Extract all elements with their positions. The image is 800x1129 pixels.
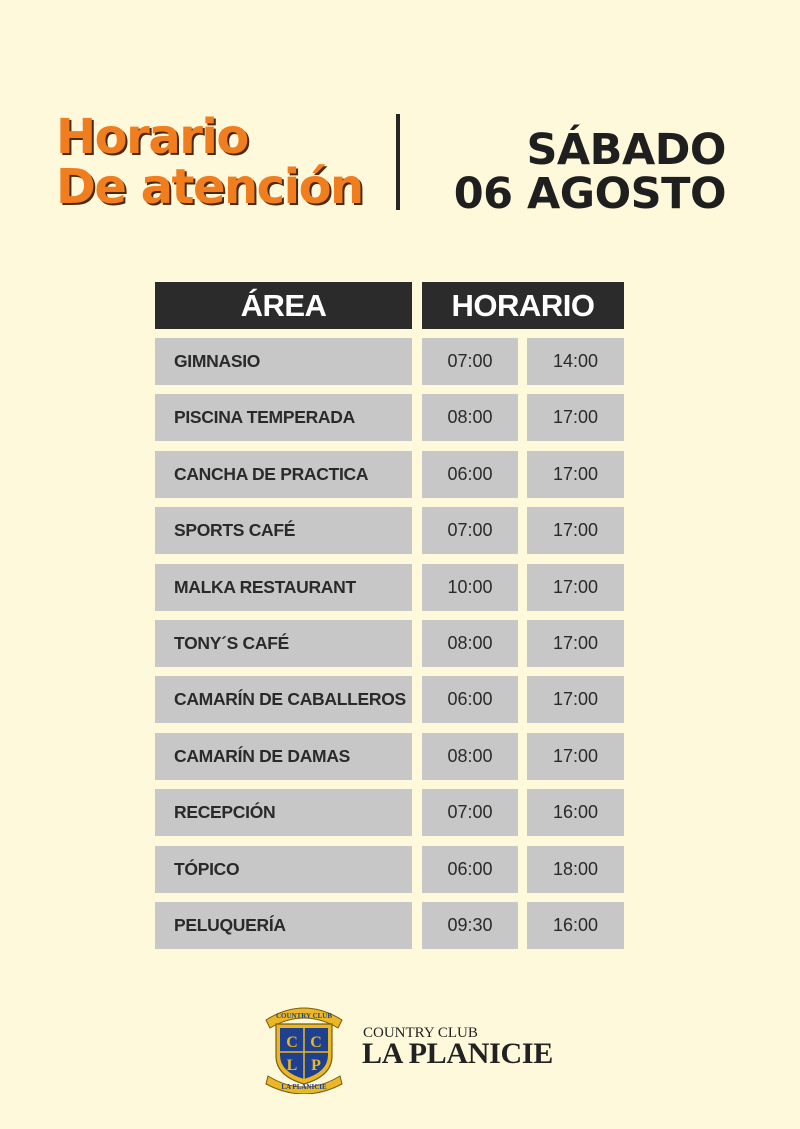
close-time-cell: 17:00 <box>527 620 624 667</box>
title-line-2: De atención <box>56 159 363 215</box>
area-cell: PISCINA TEMPERADA <box>155 394 412 441</box>
table-row <box>155 902 624 949</box>
club-seal-icon <box>262 1000 346 1094</box>
open-time-cell: 07:00 <box>422 789 518 836</box>
area-cell: PELUQUERÍA <box>155 902 412 949</box>
seal-top-text: COUNTRY CLUB <box>275 1012 333 1020</box>
open-time-cell: 06:00 <box>422 451 518 498</box>
table-row <box>155 394 624 441</box>
table-row <box>155 451 624 498</box>
close-time-cell: 17:00 <box>527 507 624 554</box>
open-time-cell: 07:00 <box>422 507 518 554</box>
column-header-schedule: HORARIO <box>422 282 624 329</box>
open-time-cell: 07:00 <box>422 338 518 385</box>
table-row <box>155 789 624 836</box>
open-time-cell: 10:00 <box>422 564 518 611</box>
club-name-large: LA PLANICIE <box>362 1037 553 1070</box>
table-row <box>155 338 624 385</box>
close-time-cell: 17:00 <box>527 394 624 441</box>
table-row <box>155 846 624 893</box>
date-label: 06 AGOSTO <box>453 169 726 219</box>
seal-letter-2: C <box>310 1034 322 1051</box>
open-time-cell: 08:00 <box>422 620 518 667</box>
table-row <box>155 620 624 667</box>
close-time-cell: 17:00 <box>527 451 624 498</box>
open-time-cell: 08:00 <box>422 394 518 441</box>
area-cell: RECEPCIÓN <box>155 789 412 836</box>
open-time-cell: 08:00 <box>422 733 518 780</box>
close-time-cell: 17:00 <box>527 564 624 611</box>
area-cell: TONY´S CAFÉ <box>155 620 412 667</box>
seal-letter-4: P <box>311 1057 321 1074</box>
close-time-cell: 16:00 <box>527 902 624 949</box>
table-row <box>155 564 624 611</box>
area-cell: GIMNASIO <box>155 338 412 385</box>
title <box>56 109 363 215</box>
area-cell: TÓPICO <box>155 846 412 893</box>
area-cell: CANCHA DE PRACTICA <box>155 451 412 498</box>
seal-letter-1: C <box>286 1034 298 1051</box>
open-time-cell: 06:00 <box>422 676 518 723</box>
seal-letter-3: L <box>286 1057 298 1074</box>
club-footer <box>262 1000 592 1096</box>
close-time-cell: 17:00 <box>527 676 624 723</box>
open-time-cell: 09:30 <box>422 902 518 949</box>
close-time-cell: 17:00 <box>527 733 624 780</box>
area-cell: CAMARÍN DE CABALLEROS <box>155 676 412 723</box>
open-time-cell: 06:00 <box>422 846 518 893</box>
schedule-table <box>155 338 624 958</box>
title-divider <box>396 114 400 210</box>
table-row <box>155 733 624 780</box>
table-row <box>155 507 624 554</box>
area-cell: CAMARÍN DE DAMAS <box>155 733 412 780</box>
club-name-small: COUNTRY CLUB <box>363 1025 478 1041</box>
column-header-area: ÁREA <box>155 282 412 329</box>
seal-bottom-text: LA PLANICIE <box>281 1083 327 1091</box>
area-cell: MALKA RESTAURANT <box>155 564 412 611</box>
table-row <box>155 676 624 723</box>
title-line-1: Horario <box>56 109 248 165</box>
close-time-cell: 14:00 <box>527 338 624 385</box>
area-cell: SPORTS CAFÉ <box>155 507 412 554</box>
day-label: SÁBADO <box>526 125 726 175</box>
close-time-cell: 18:00 <box>527 846 624 893</box>
date-block <box>453 125 726 219</box>
close-time-cell: 16:00 <box>527 789 624 836</box>
